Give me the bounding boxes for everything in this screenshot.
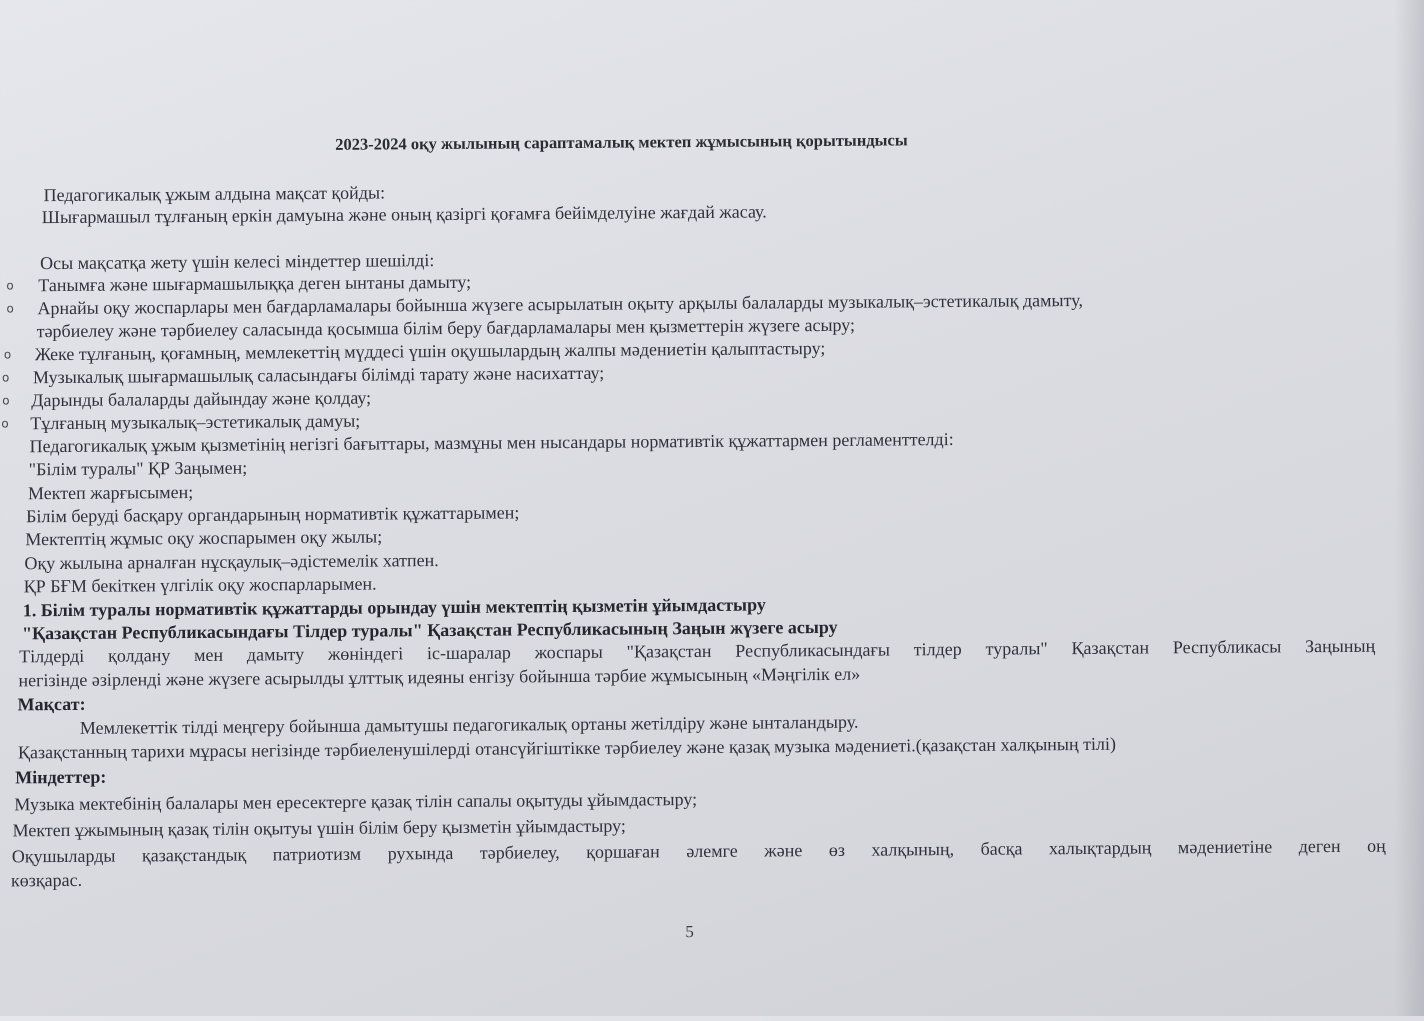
paragraph-line: Қазақстанның тарихи мұрасы негізінде тәрбиеленушілерді отансүйгіштікке тәрбиелеу және қазақ музыка мәдениеті.(қазақстан халқының тілі) xyxy=(17,733,1117,763)
text-line: Мектептің жұмыс оқу жоспарымен оқу жылы; xyxy=(25,526,383,550)
tasks-heading: Міндеттер: xyxy=(15,766,107,788)
text-line: Педагогикалық ұжым қызметінің негізгі бағыттары, мазмұны мен нысандары нормативтік құжаттармен регламенттелді: xyxy=(29,429,954,457)
list-bullet-icon: o xyxy=(1,370,10,385)
list-bullet-icon: o xyxy=(2,393,10,408)
text-line: Мектеп жарғысымен; xyxy=(27,481,194,504)
paragraph-line: көзқарас. xyxy=(10,869,83,891)
paragraph-line: негізінде әзірленді және жүзеге асырылды ұлттық идеяны енгізу бойынша тәрбие жұмысының «Мәңгілік ел» xyxy=(18,663,861,691)
paragraph-line: Оқушыларды қазақстандық патриотизм рухында тәрбиелеу, қоршаған әлемге және өз халқының, басқа халықтардың мәдениетіне деген оң xyxy=(11,835,1386,867)
document-title: 2023-2024 оқу жылының сараптамалық мектеп жұмысының қорытындысы xyxy=(335,130,908,154)
paragraph-line: Тілдерді қолдану мен дамыту жөніндегі іс-шаралар жоспары "Қазақстан Республикасындағы тілдер туралы" Қазақстан Республикасы Заңының xyxy=(19,635,1376,667)
list-bullet-icon: o xyxy=(1,416,9,431)
list-bullet-icon: o xyxy=(6,301,14,316)
list-item: Арнайы оқу жоспарлары мен бағдарламалары бойынша жүзеге асырылатын оқыту арқылы балаларды музыкалық–эстетикалық дамыту, xyxy=(37,289,1084,319)
text-line: Білім беруді басқару органдарының нормативтік құжаттарымен; xyxy=(26,502,520,527)
list-item: Жеке тұлғаның, қоғамның, мемлекеттің мүддесі үшін оқушылардың жалпы мәдениетін қалыптастыру; xyxy=(34,338,826,365)
text-line: Мектеп ұжымының қазақ тілін оқытуы үшін білім беру қызметін ұйымдастыру; xyxy=(12,815,626,841)
text-line: Шығармашыл тұлғаның еркін дамуына және оның қазіргі қоғамға бейімделуіне жағдай жасау. xyxy=(41,201,767,228)
page-number: 5 xyxy=(685,922,694,942)
text-line: Музыка мектебінің балалары мен ересектерге қазақ тілін сапалы оқытуды ұйымдастыру; xyxy=(14,789,698,815)
list-item: Дарынды балаларды дайындау және қолдау; xyxy=(31,387,372,411)
list-item-continuation: тәрбиелеу және тәрбиелеу саласында қосымша білім беру бағдарламалары мен қызметтерін жүзеге асыру; xyxy=(36,314,856,342)
text-line: ҚР БҒМ бекіткен үлгілік оқу жоспарларымен. xyxy=(23,573,377,597)
section-heading: 1. Білім туралы нормативтік құжаттарды орындау үшін мектептің қызметін ұйымдастыру xyxy=(22,594,766,621)
list-bullet-icon: o xyxy=(6,278,14,293)
list-bullet-icon: o xyxy=(3,347,12,362)
text-line: "Білім туралы" ҚР Заңымен; xyxy=(28,457,248,480)
text-line: Оқу жылына арналған нұсқаулық–әдістемелік хатпен. xyxy=(24,550,439,574)
goal-heading: Мақсат: xyxy=(17,693,86,715)
paragraph-line: Мемлекеттік тілді меңгеру бойынша дамытушы педагогикалық ортаны жетілдіру және ынталандыру. xyxy=(79,711,859,738)
list-item: Музыкалық шығармашылық саласындағы білімді тарату және насихаттау; xyxy=(32,362,605,388)
text-line: Осы мақсатқа жету үшін келесі міндеттер шешілді: xyxy=(40,250,435,274)
list-item: Тұлғаның музыкалық–эстетикалық дамуы; xyxy=(30,410,361,434)
text-line: Педагогикалық ұжым алдына мақсат қойды: xyxy=(43,182,386,206)
list-item: Танымға және шығармашылыққа деген ынтаны дамыту; xyxy=(38,271,472,296)
subsection-heading: "Қазақстан Республикасындағы Тілдер туралы" Қазақстан Республикасының Заңын жүзеге асыру xyxy=(21,616,838,644)
